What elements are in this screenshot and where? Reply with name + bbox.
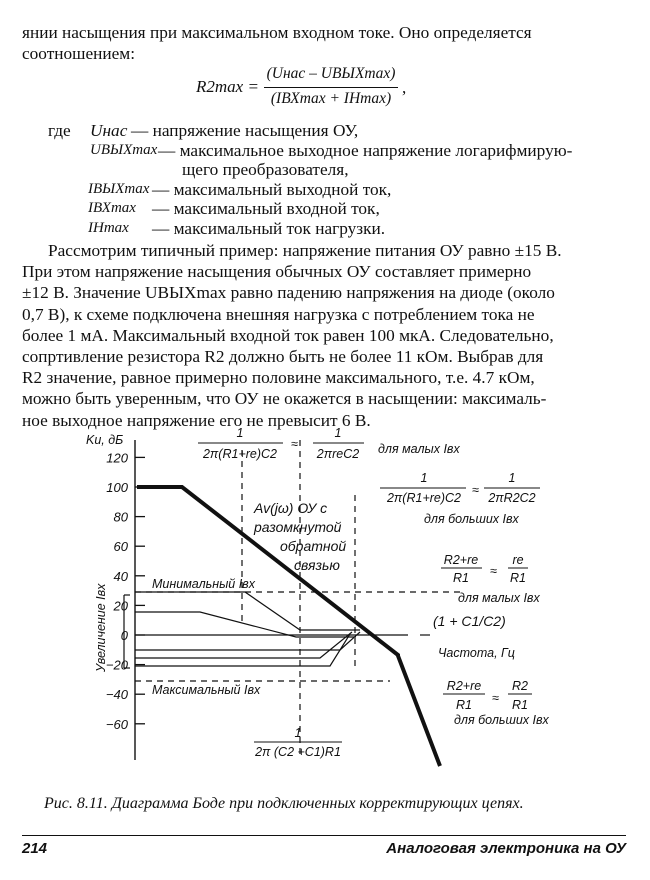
example-line: ное выходное напряжение его не превысит 6 В.	[22, 410, 371, 430]
cap-factor-label: (1 + C1/C2)	[433, 613, 506, 629]
y-tick-label: −20	[105, 657, 128, 673]
ratio-small-den1: R1	[453, 571, 469, 585]
ratio-large-label: для больших Iвх	[454, 713, 549, 727]
mid-pole-den: 2π(R1+re)C2	[386, 491, 462, 505]
top-pole-den: 2π(R1+re)C2	[202, 447, 278, 461]
ratio-small-num1: R2+re	[443, 553, 479, 567]
bottom-pole-num: 1	[294, 726, 302, 740]
top-pole-num: 1	[236, 426, 244, 440]
intro-line-2: соотношением:	[22, 44, 136, 63]
example-line: 0,7 В), к схеме подключена внешняя нагрузка с потреблением тока не	[22, 304, 535, 324]
bottom-pole-annotation	[254, 726, 342, 759]
top-small-label: для малых Iвх	[378, 442, 460, 456]
y-tick-label: 20	[113, 598, 128, 614]
y-tick-label: 60	[113, 539, 128, 555]
max-iin-label: Максимальный Iвх	[152, 683, 261, 697]
definition-symbol: IHmax	[88, 219, 129, 236]
example-line: При этом напряжение насыщения обычных ОУ составляет примерно	[22, 262, 532, 282]
example-line: ±12 В. Значение UВЫХmax равно падению напряжения на диоде (около	[22, 283, 555, 303]
approx-sign: ≈	[291, 437, 298, 451]
mid-pole-annotation	[380, 471, 540, 526]
example-line: Рассмотрим типичный пример: напряжение питания ОУ равно ±15 В.	[48, 241, 562, 260]
ratio-small-label: для малых Iвх	[458, 591, 540, 605]
definition-text: — напряжение насыщения ОУ,	[131, 121, 359, 140]
open-loop-label	[253, 500, 346, 573]
formula-comma: ,	[402, 78, 407, 97]
approx-sign: ≈	[492, 691, 499, 705]
approx-sign: ≈	[490, 564, 497, 578]
definition-symbol: UВЫХmax	[90, 141, 158, 158]
y-tick-label: 80	[113, 509, 128, 525]
page-number: 214	[22, 840, 48, 857]
closed-loop-family	[135, 592, 360, 666]
formula-lhs: R2max =	[196, 77, 259, 96]
definition-symbol: IВХmax	[88, 200, 136, 216]
top-approx-num: 1	[334, 426, 342, 440]
min-iin-label: Минимальный Iвх	[152, 577, 255, 591]
definition-text: — максимальный выходной ток,	[152, 179, 392, 199]
definition-text: — максимальный ток нагрузки.	[152, 218, 386, 238]
figure-caption: Рис. 8.11. Диаграмма Боде при подключенных корректирующих цепях.	[44, 795, 524, 812]
ratio-small-num2: re	[512, 553, 524, 567]
mid-pole-num: 1	[420, 471, 428, 485]
y-axis-label: Ku, дБ	[86, 433, 124, 447]
mid-approx-den: 2πR2C2	[488, 491, 536, 505]
ratio-large-num2: R2	[512, 679, 528, 693]
ratio-small-den2: R1	[510, 571, 526, 585]
ratio-small-annotation	[441, 553, 540, 605]
intro-line-1: янии насыщения при максимальном входном токе. Оно определяется	[22, 23, 532, 42]
mid-approx-num: 1	[508, 471, 516, 485]
example-line: сопртивление резистора R2 должно быть не более 11 кОм. Выбрав для	[22, 347, 544, 367]
open-loop-line-4: связью	[294, 557, 340, 573]
definition-text: — максимальный входной ток,	[152, 199, 380, 218]
top-pole-annotation	[198, 426, 460, 461]
y-tick-label: −40	[105, 687, 128, 703]
definition-symbol: IВЫХmax	[88, 180, 150, 197]
where-label: где	[48, 121, 71, 140]
example-line: можно быть уверенным, что ОУ не окажется в насыщении: максималь-	[22, 389, 547, 409]
y-tick-label: 120	[106, 450, 128, 466]
definition-text: — максимальное выходное напряжение логарифмирую-	[158, 140, 573, 160]
ratio-large-annotation	[443, 679, 549, 727]
increase-label: Увеличение Iвх	[94, 583, 108, 672]
approx-sign: ≈	[472, 483, 479, 497]
y-tick-label: −60	[105, 716, 128, 732]
example-line: R2 значение, равное примерно половине максимального, т.е. 4.7 кОм,	[22, 368, 535, 388]
open-loop-line-1: Av(jω) ОУ с	[254, 500, 328, 516]
y-tick-label: 40	[113, 568, 128, 584]
x-axis-label: Частота, Гц	[438, 646, 515, 660]
definition-text: щего преобразователя,	[182, 160, 349, 179]
book-title: Аналоговая электроника на ОУ	[386, 840, 626, 857]
definition-symbol: Uнас	[90, 121, 128, 140]
open-loop-line-2: разомкнутой	[254, 519, 342, 535]
y-tick-label: 100	[106, 480, 128, 495]
open-loop-line-3: обратной	[280, 538, 347, 554]
ratio-large-den2: R1	[512, 698, 528, 712]
ratio-large-num1: R2+re	[446, 679, 482, 693]
mid-large-label: для больших Iвх	[424, 512, 519, 526]
formula-denominator: (IВХmax + IHmax)	[270, 90, 392, 107]
formula-numerator: (Uнас – UВЫХmax)	[266, 65, 396, 82]
example-line: более 1 мА. Максимальный входной ток равен 100 мкА. Следовательно,	[22, 325, 554, 345]
top-approx-den: 2πreC2	[316, 447, 360, 461]
ratio-large-den1: R1	[456, 698, 472, 712]
y-tick-label: 0	[120, 628, 128, 643]
bottom-pole-den: 2π (C2 +C1)R1	[255, 745, 341, 759]
footer-rule	[22, 835, 626, 836]
